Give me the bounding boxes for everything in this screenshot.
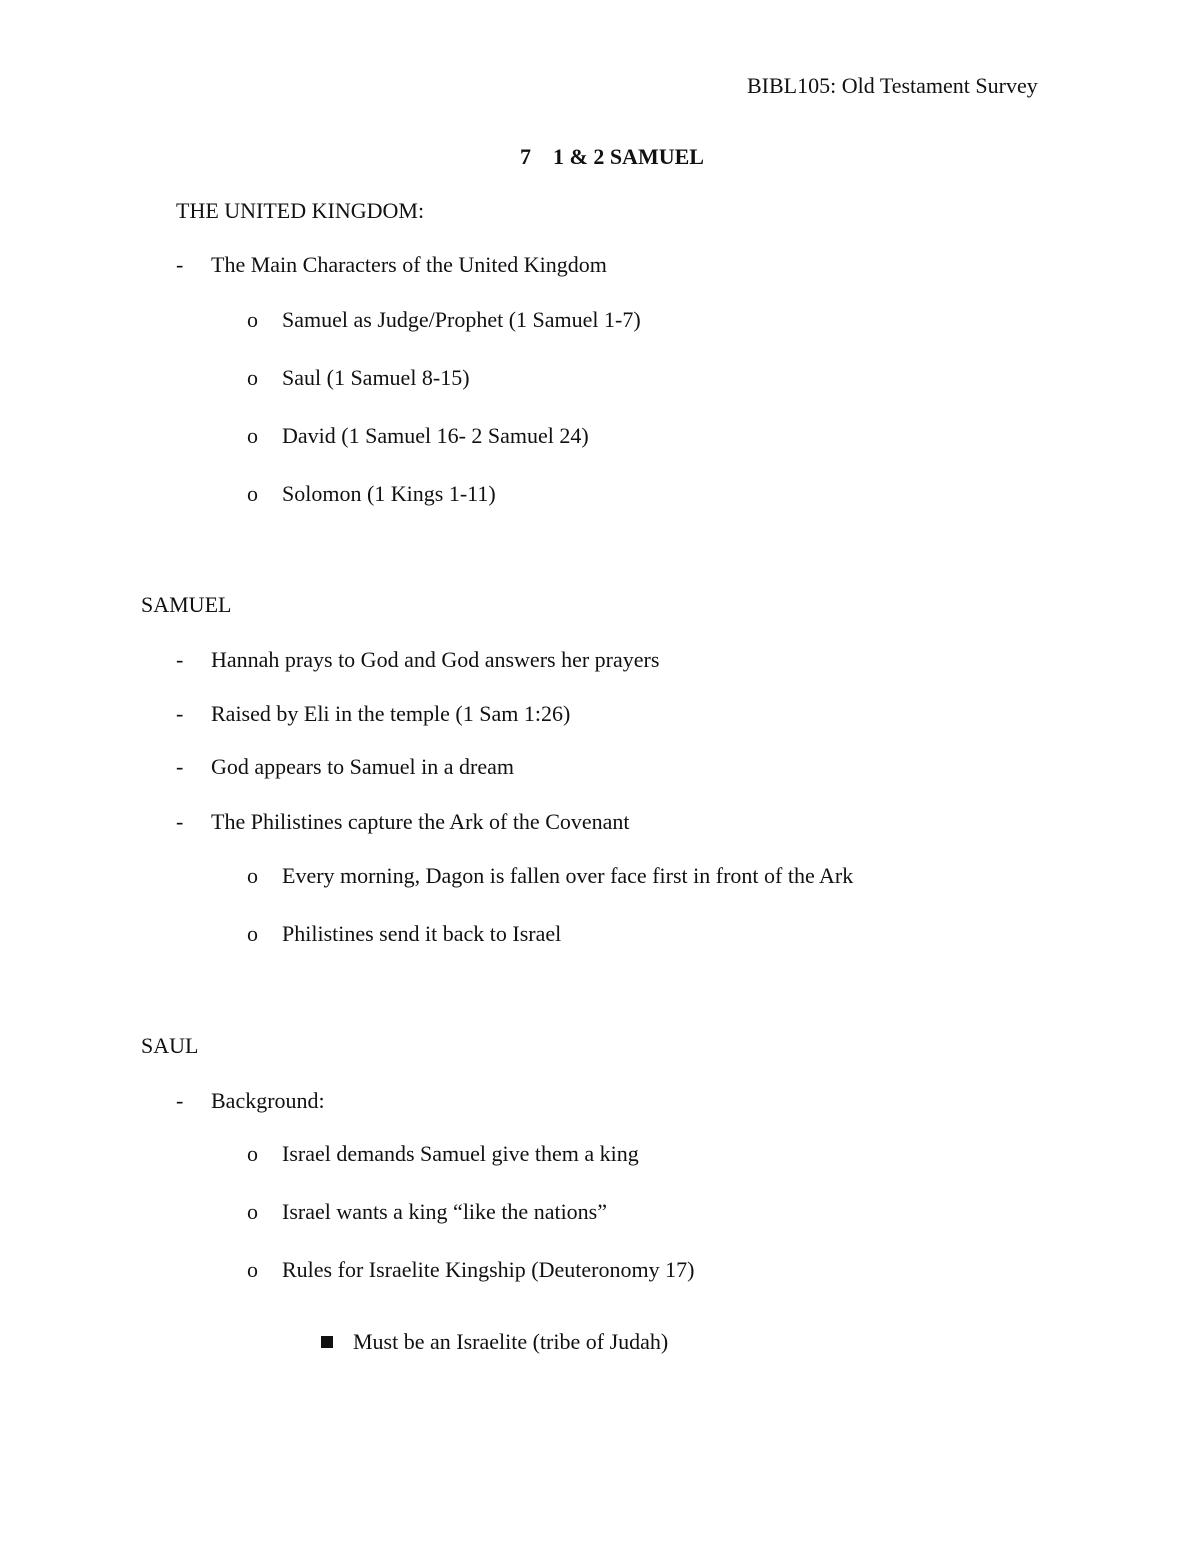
chapter-number: 7: [520, 144, 531, 169]
list-item: Raised by Eli in the temple (1 Sam 1:26): [211, 701, 571, 726]
section-heading-united-kingdom: THE UNITED KINGDOM:: [176, 198, 425, 223]
chapter-title: 1 & 2 SAMUEL: [553, 144, 704, 169]
circle-bullet: o: [247, 307, 258, 332]
dash-bullet: -: [176, 701, 184, 726]
list-item: Background:: [211, 1088, 325, 1113]
circle-bullet: o: [247, 1141, 258, 1166]
list-item: God appears to Samuel in a dream: [211, 754, 515, 779]
circle-bullet: o: [247, 481, 258, 506]
sub-list-item: Israel demands Samuel give them a king: [282, 1141, 639, 1166]
circle-bullet: o: [247, 1199, 258, 1224]
sub-list-item: Every morning, Dagon is fallen over face first in front of the Ark: [282, 863, 854, 888]
page-title: [520, 144, 704, 170]
list-item: The Main Characters of the United Kingdom: [211, 252, 607, 277]
circle-bullet: o: [247, 365, 258, 390]
circle-bullet: o: [247, 423, 258, 448]
sub-list-item: Israel wants a king “like the nations”: [282, 1199, 608, 1224]
circle-bullet: o: [247, 921, 258, 946]
section-heading-saul: SAUL: [141, 1033, 199, 1058]
dash-bullet: -: [176, 754, 184, 779]
dash-bullet: -: [176, 647, 184, 672]
dash-bullet: -: [176, 1088, 184, 1113]
dash-bullet: -: [176, 252, 184, 277]
list-item: The Philistines capture the Ark of the Covenant: [211, 809, 630, 834]
sub-list-item: Samuel as Judge/Prophet (1 Samuel 1-7): [282, 307, 641, 332]
circle-bullet: o: [247, 1257, 258, 1282]
dash-bullet: -: [176, 809, 184, 834]
sub-list-item: Rules for Israelite Kingship (Deuteronomy 17): [282, 1257, 695, 1282]
sub-list-item: Philistines send it back to Israel: [282, 921, 562, 946]
circle-bullet: o: [247, 863, 258, 888]
section-heading-samuel: SAMUEL: [141, 592, 232, 617]
sub-sub-list-item: Must be an Israelite (tribe of Judah): [353, 1329, 669, 1354]
course-header: BIBL105: Old Testament Survey: [747, 73, 1038, 98]
sub-list-item: Solomon (1 Kings 1-11): [282, 481, 496, 506]
list-item: Hannah prays to God and God answers her prayers: [211, 647, 660, 672]
sub-list-item: Saul (1 Samuel 8-15): [282, 365, 470, 390]
sub-list-item: David (1 Samuel 16- 2 Samuel 24): [282, 423, 589, 448]
square-bullet-icon: [321, 1336, 333, 1348]
